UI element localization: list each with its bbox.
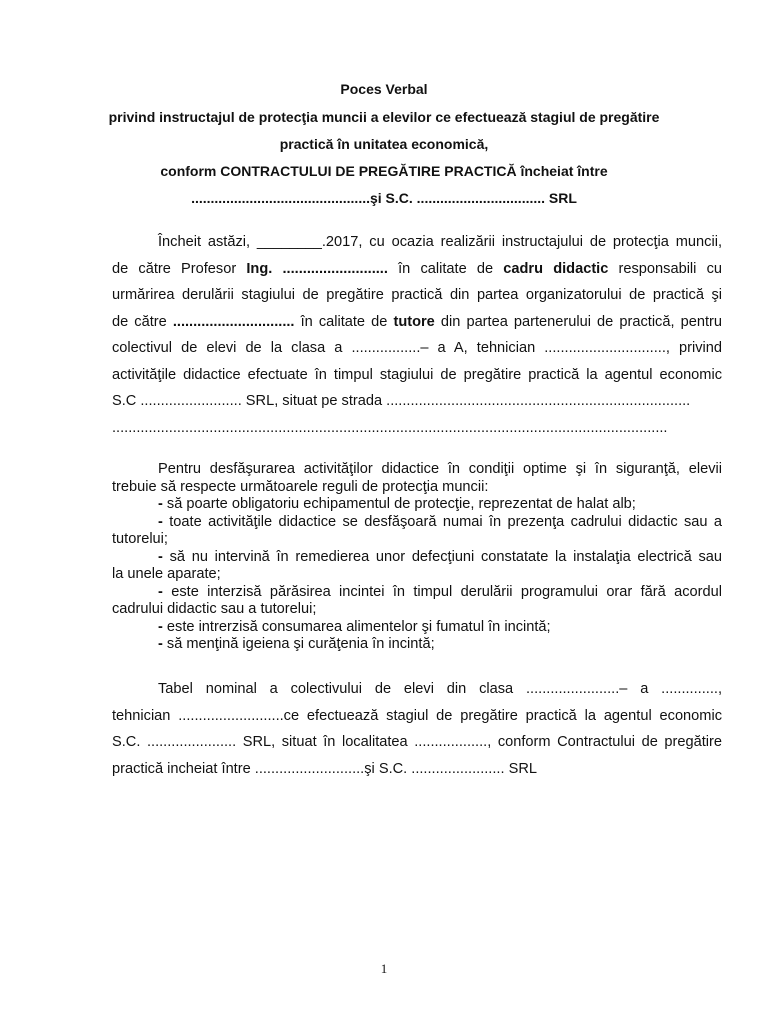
rule-item [112, 496, 722, 514]
paragraph-table-intro [112, 676, 722, 782]
paragraph-line: ......................................................................................................................................... [112, 419, 668, 436]
dash-bullet: - [158, 548, 163, 565]
text-span: responsabili cu [608, 260, 722, 277]
dash-bullet: - [158, 496, 163, 512]
paragraph-line [112, 256, 722, 283]
teacher-field: Ing. .......................... [246, 260, 388, 277]
paragraph-line: activităţile didactice efectuate în timpul stagiului de pregătire practică la agentul economic [112, 366, 722, 383]
paragraph-line: practică incheiat între ...........................şi S.C. ....................... SRL [112, 760, 537, 777]
paragraph-line: urmărirea derulării stagiului de pregătire practică din partea organizatorului de practică şi [112, 287, 722, 303]
rule-text: să menţină igeiena şi curăţenia în incintă; [162, 636, 435, 652]
paragraph-line: trebuie să respecte următoarele reguli de protecţia muncii: [112, 478, 489, 495]
paragraph-line: Pentru desfăşurarea activităţilor didactice în condiţii optime şi în siguranţă, elevii [158, 461, 722, 477]
rule-continuation: tutorelui; [112, 531, 168, 547]
subtitle-line-4: ..............................................şi S.C. ................................. SRL [191, 190, 577, 206]
rule-continuation: cadrului didactic sau a tutorelui; [112, 601, 317, 617]
paragraph-line: S.C. ...................... SRL, situat în localitatea .................., conform Contractului de pregătire [112, 734, 722, 750]
dash-bullet: - [158, 618, 163, 635]
dash-bullet: - [158, 513, 163, 530]
text-span: din partea partenerului de practică, pentru [434, 313, 722, 330]
rule-item [112, 636, 722, 654]
subtitle-line-3: conform CONTRACTULUI DE PREGĂTIRE PRACTICĂ încheiat între [160, 163, 608, 179]
role-tutor: tutore [393, 313, 435, 330]
rule-text: să nu intervină în remedierea unor defecţiuni constatate la instalaţia electrică sau [162, 548, 722, 565]
rule-text: este interzisă părăsirea incintei în timpul derulării programului orar fără acordul [162, 583, 722, 600]
text-span: în calitate de [387, 260, 504, 277]
paragraph-line: Tabel nominal a colectivului de elevi din clasa .......................– a .............., [158, 681, 722, 697]
document-title: Poces Verbal [340, 81, 428, 97]
paragraph-line: colectivul de elevi de la clasa a .................– a A, tehnician .............................., privind [112, 340, 722, 356]
page-number: 1 [380, 961, 388, 976]
rule-continuation: la unele aparate; [112, 566, 221, 582]
rule-text: să poarte obligatoriu echipamentul de protecţie, reprezentat de halat alb; [162, 496, 636, 512]
dash-bullet: - [158, 583, 163, 600]
paragraph-line [112, 309, 722, 336]
text-span: de către Profesor [112, 260, 247, 277]
paragraph-intro [112, 229, 722, 441]
subtitle-line-1: privind instructajul de protecţia muncii a elevilor ce efectuează stagiul de pregătire [108, 109, 660, 125]
paragraph-rules [112, 461, 722, 654]
rule-text: este intrerzisă consumarea alimentelor şi fumatul în incintă; [162, 618, 551, 635]
rule-item [112, 584, 722, 602]
tutor-field: .............................. [172, 313, 295, 330]
rule-item [112, 514, 722, 532]
rule-item [112, 549, 722, 567]
paragraph-line: S.C ......................... SRL, situat pe strada ........................................................................... [112, 393, 691, 409]
rule-item [112, 619, 722, 637]
paragraph-line: tehnician ..........................ce efectuează stagiul de pregătire practică la agentul economic [112, 707, 722, 724]
text-span: în calitate de [294, 313, 394, 330]
subtitle-line-2: practică în unitatea economică, [279, 136, 489, 152]
rule-text: toate activităţile didactice se desfăşoară numai în prezenţa cadrului didactic sau a [162, 513, 722, 530]
text-span: de către [112, 313, 173, 330]
dash-bullet: - [158, 636, 163, 652]
role-teacher: cadru didactic [503, 260, 609, 277]
paragraph-line: Încheit astăzi, ________.2017, cu ocazia realizării instructajului de protecţia muncii, [158, 234, 722, 250]
